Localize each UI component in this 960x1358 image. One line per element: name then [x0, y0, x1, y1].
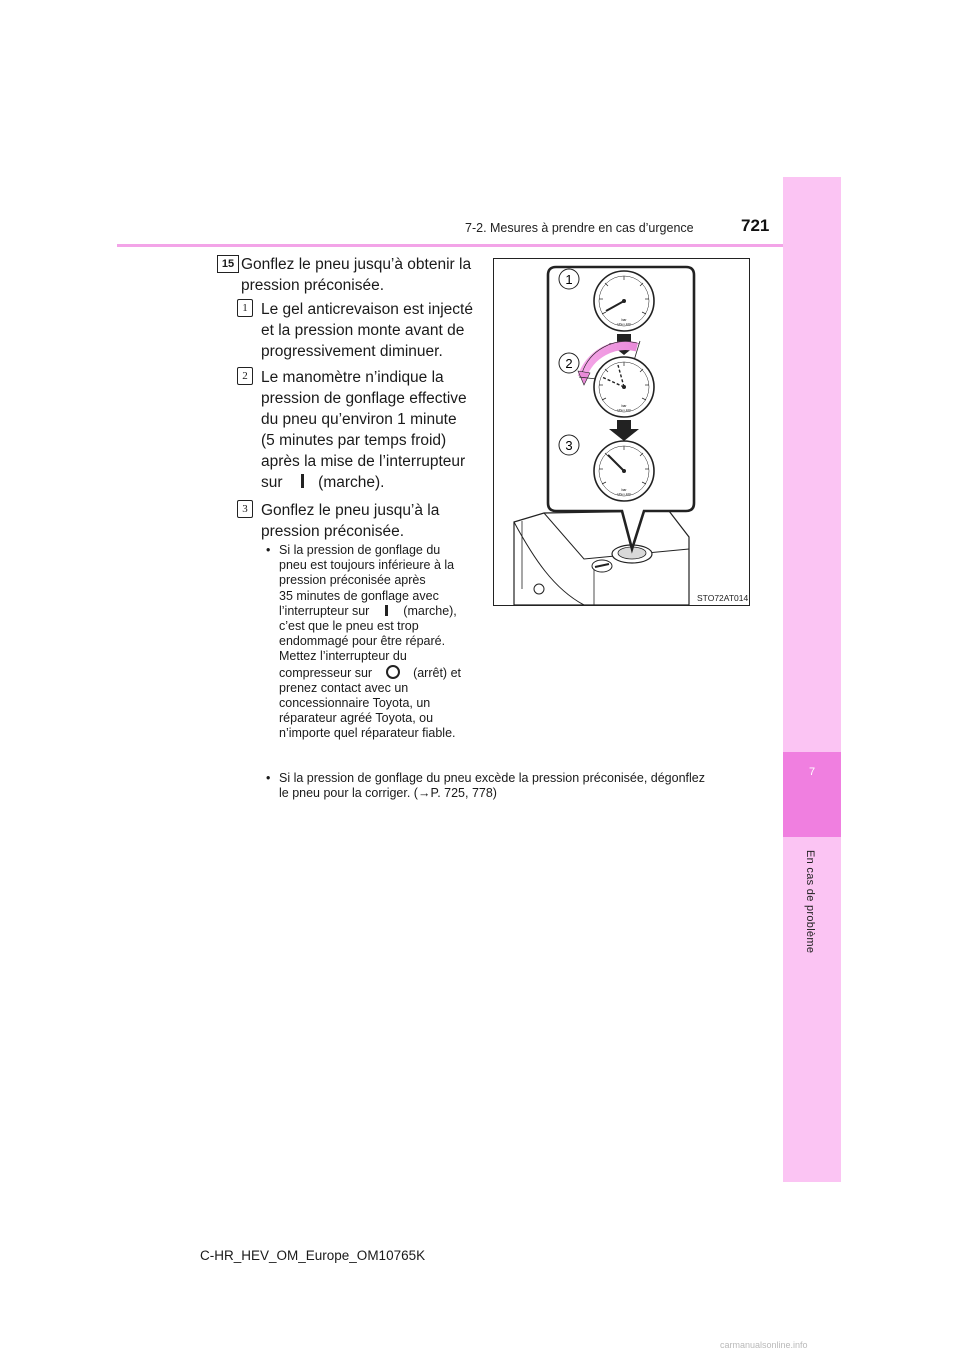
note-line: concessionnaire Toyota, un: [279, 696, 431, 711]
compressor-gauge-illustration: [494, 259, 749, 605]
note-line: n’importe quel réparateur fiable.: [279, 726, 456, 741]
switch-on-icon: [301, 474, 304, 488]
substep-line: [261, 472, 478, 493]
note-line: Si la pression de gonflage du: [279, 543, 441, 557]
note-line: Si la pression de gonflage du pneu excède la pression préconisée, dégonflez: [279, 771, 705, 785]
substep-line: Le manomètre n’indique la: [261, 369, 444, 386]
substep-line: et la pression monte avant de: [261, 322, 465, 339]
callout-marker-1: [559, 269, 579, 289]
gauge-unit-text: kPa x 100: [617, 322, 631, 326]
gauge-unit-text: kPa x 100: [617, 408, 631, 412]
note-2: [279, 771, 759, 801]
note-line: [279, 604, 478, 619]
callout-marker-3: [559, 435, 579, 455]
substep-line: après la mise de l’interrupteur: [261, 453, 466, 470]
bullet-icon: •: [266, 543, 271, 557]
page-number: 721: [741, 216, 770, 235]
chapter-side-tab: [783, 177, 841, 1182]
chapter-label: En cas de problème: [804, 850, 816, 954]
substep-line: Gonflez le pneu jusqu’à la: [261, 502, 440, 519]
chapter-number: 7: [808, 766, 816, 778]
substep-line: du pneu qu’environ 1 minute: [261, 411, 457, 428]
pressure-gauge-1: [594, 271, 654, 331]
substep-2-text: [261, 367, 478, 493]
note-line: Mettez l’interrupteur du: [279, 649, 407, 664]
section-title: 7-2. Mesures à prendre en cas d’urgence: [465, 221, 694, 235]
note-line: prenez contact avec un: [279, 680, 409, 695]
substep-line: Le gel anticrevaison est injecté: [261, 301, 473, 318]
note-line: réparateur agréé Toyota, ou: [279, 711, 434, 726]
chapter-number-block: [783, 752, 841, 837]
bullet-icon: •: [266, 771, 271, 785]
gauge-unit-text: bar: [621, 404, 627, 408]
substep-line: (5 minutes par temps froid): [261, 432, 447, 449]
substep-badge-3: 3: [237, 500, 253, 518]
gauge-unit-text: bar: [621, 488, 627, 492]
step-text-line: pression préconisée.: [241, 277, 385, 294]
substep-badge-2: 2: [237, 367, 253, 385]
figure-code: STO72AT014: [697, 593, 749, 603]
note-1: [279, 543, 478, 742]
note-line: 35 minutes de gonflage avec: [279, 588, 439, 603]
note-line: le pneu pour la corriger. (→P. 725, 778): [279, 786, 497, 801]
step-number-badge: 15: [217, 255, 239, 273]
compressor-body: [514, 511, 689, 605]
note-line: endommagé pour être réparé.: [279, 634, 446, 649]
substep-1-text: [261, 299, 478, 362]
note-line: pression préconisée après: [279, 573, 426, 588]
callout-number: 2: [565, 356, 573, 371]
callout-marker-2: [559, 353, 579, 373]
substep-3-text: [261, 500, 478, 542]
step-text-line: Gonflez le pneu jusqu’à obtenir la: [241, 256, 472, 273]
callout-number: 1: [565, 272, 573, 287]
switch-on-icon: [385, 605, 388, 616]
substep-line-text: sur: [261, 474, 283, 491]
switch-off-icon: [386, 665, 400, 679]
pressure-gauge-3: [594, 441, 654, 501]
substep-line: pression préconisée.: [261, 523, 405, 540]
step-text: [241, 254, 478, 296]
substep-line: progressivement diminuer.: [261, 343, 443, 360]
callout-number: 3: [565, 438, 573, 453]
note-line-text: (marche),: [403, 603, 457, 618]
note-line: c’est que le pneu est trop: [279, 619, 419, 634]
note-line-text: l’interrupteur sur: [279, 603, 370, 618]
gauge-unit-text: kPa x 100: [617, 492, 631, 496]
note-line: pneu est toujours inférieure à la: [279, 558, 455, 573]
watermark: carmanualsonline.info: [720, 1340, 808, 1350]
note-line-text: (arrêt) et: [413, 665, 461, 680]
header-rule: [117, 244, 783, 247]
note-line-text: compresseur sur: [279, 665, 373, 680]
substep-badge-1: 1: [237, 299, 253, 317]
substep-line-text: (marche).: [318, 474, 385, 491]
gauge-unit-text: bar: [621, 318, 627, 322]
note-line: [279, 665, 478, 681]
illustration-figure: [493, 258, 750, 606]
substep-line: pression de gonflage effective: [261, 390, 467, 407]
document-code: C-HR_HEV_OM_Europe_OM10765K: [200, 1248, 426, 1263]
